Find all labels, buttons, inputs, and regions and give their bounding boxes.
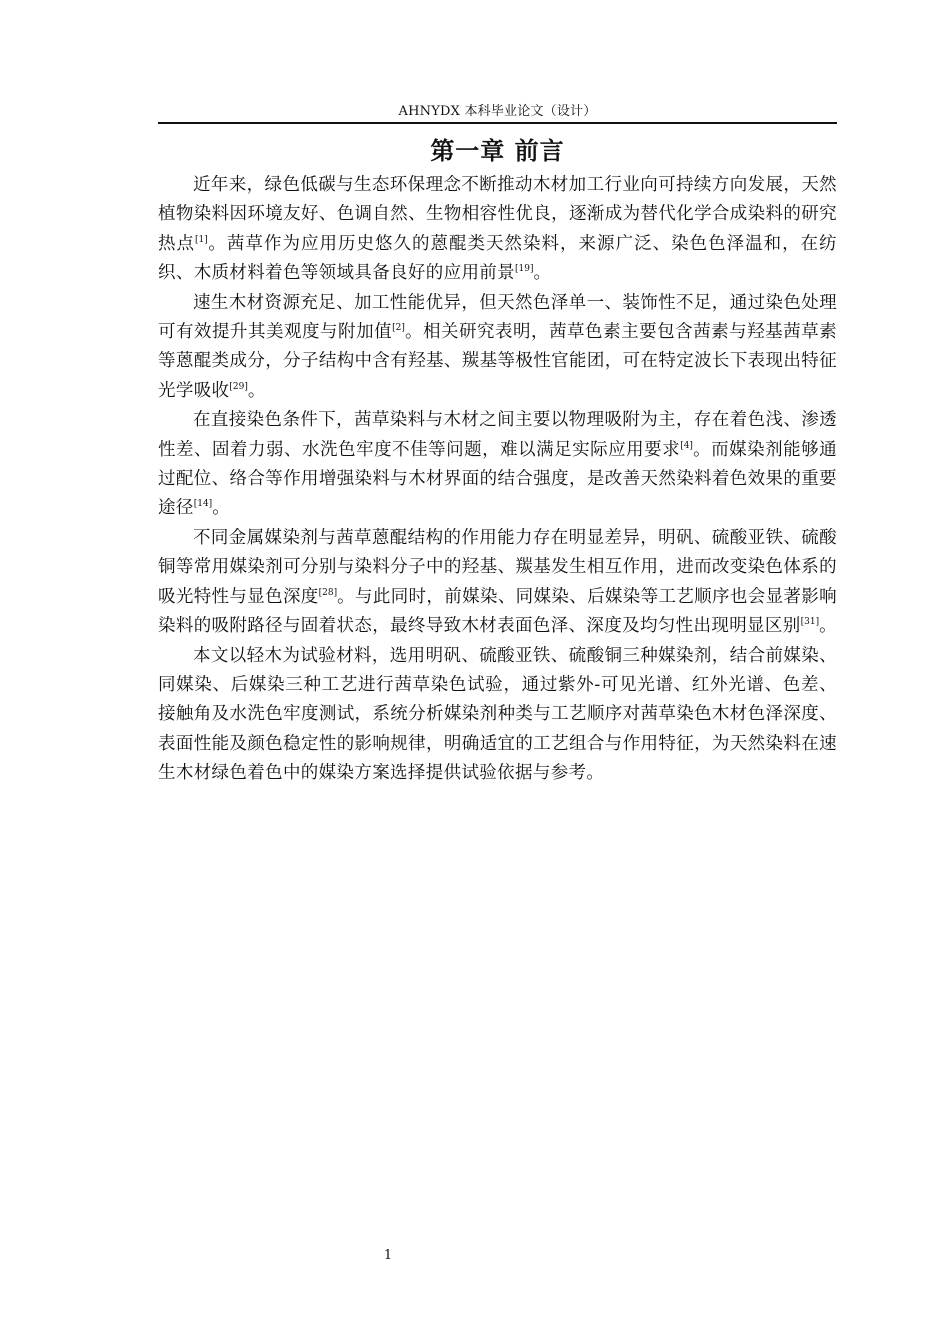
paragraph-3 (158, 406, 837, 524)
citation-19: [19] (515, 264, 534, 275)
running-header: AHNYDX 本科毕业论文（设计） (398, 104, 597, 119)
citation-28: [28] (318, 587, 338, 598)
paragraph-2-text-3: 。 (247, 380, 266, 401)
page-number: 1 (383, 1248, 393, 1263)
paragraph-4 (158, 524, 837, 642)
citation-31: [31] (800, 617, 820, 628)
paragraph-1-text-3: 。 (533, 263, 552, 284)
paragraph-1-text-2: 。茜草作为应用历史悠久的蒽醌类天然染料，来源广泛、染色色泽温和，在纺织、木质材料着色等领域具备良好的应用前景 (158, 233, 837, 284)
paragraph-4-text-3: 。 (819, 616, 837, 637)
paragraph-2-text-2: 。相关研究表明，茜草色素主要包含茜素与羟基茜草素等蒽醌类成分，分子结构中含有羟基、羰基等极性官能团，可在特定波长下表现出特征光学吸收 (158, 322, 837, 401)
paragraph-2 (158, 289, 837, 407)
paragraph-3-text-1: 在直接染色条件下，茜草染料与木材之间主要以物理吸附为主，存在着色浅、渗透性差、固着力弱、水洗色牢度不佳等问题，难以满足实际应用要求 (158, 410, 837, 460)
paragraph-1 (158, 171, 837, 289)
citation-14: [14] (193, 499, 213, 510)
body-text (158, 171, 837, 789)
citation-4: [4] (680, 440, 693, 451)
citation-1: [1] (195, 234, 208, 245)
paragraph-4-text-1: 不同金属媒染剂与茜草蒽醌结构的作用能力存在明显差异，明矾、硫酸亚铁、硫酸铜等常用媒染剂可分别与染料分子中的羟基、羰基发生相互作用，进而改变染色体系的吸光特性与显色深度 (158, 527, 837, 607)
paragraph-1-text-1: 近年来，绿色低碳与生态环保理念不断推动木材加工行业向可持续方向发展，天然植物染料因环境友好、色调自然、生物相容性优良，逐渐成为替代化学合成染料的研究热点 (158, 175, 837, 254)
paragraph-3-text-2: 。而媒染剂能够通过配位、络合等作用增强染料与木材界面的结合强度，是改善天然染料着色效果的重要途径 (158, 439, 837, 519)
paragraph-2-text-1: 速生木材资源充足、加工性能优异，但天然色泽单一、装饰性不足，通过染色处理可有效提升其美观度与附加值 (158, 292, 837, 343)
header-rule (158, 122, 837, 124)
chapter-title: 第一章 前言 (430, 137, 565, 165)
paragraph-3-text-3: 。 (212, 498, 231, 519)
citation-29: [29] (229, 381, 248, 392)
paragraph-4-text-2: 。与此同时，前媒染、同媒染、后媒染等工艺顺序也会显著影响染料的吸附路径与固着状态，最终导致木材表面色泽、深度及均匀性出现明显区别 (158, 586, 837, 637)
paragraph-5: 本文以轻木为试验材料，选用明矾、硫酸亚铁、硫酸铜三种媒染剂，结合前媒染、同媒染、后媒染三种工艺进行茜草染色试验，通过紫外-可见光谱、红外光谱、色差、接触角及水洗色牢度测试，系统分析媒染剂种类与工艺顺序对茜草染色木材色泽深度、表面性能及颜色稳定性的影响规律，明确适宜的工艺组合与作用特征，为天然染料在速生木材绿色着色中的媒染方案选择提供试验依据与参考。 (158, 645, 837, 784)
citation-2: [2] (392, 323, 405, 334)
